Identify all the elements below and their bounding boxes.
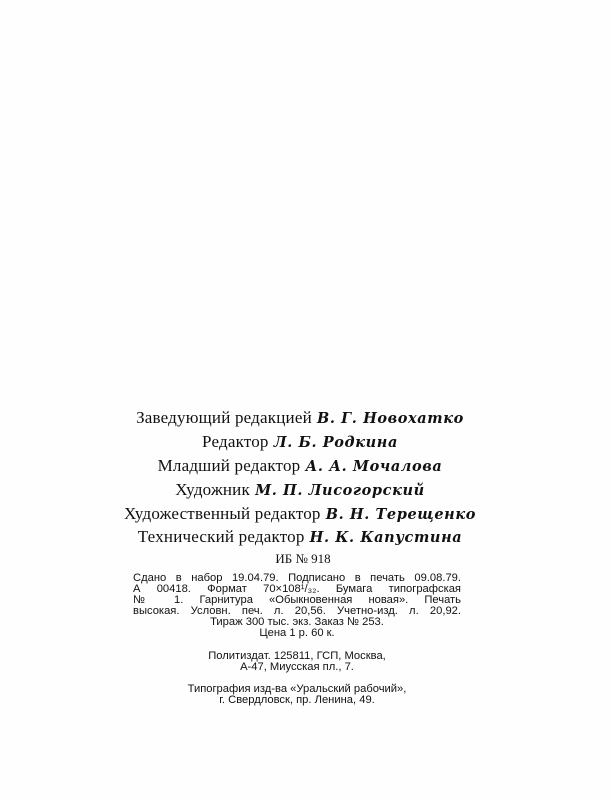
credit-role: Художник — [175, 480, 250, 499]
credit-role: Редактор — [202, 432, 269, 451]
credit-art-editor — [0, 504, 600, 525]
credit-role: Младший редактор — [157, 456, 301, 475]
credit-name: Л. Б. Родкина — [273, 434, 398, 451]
ib-number: ИБ № 918 — [275, 551, 331, 566]
printer-address-line1: Типография изд-ва «Уральский рабочий», — [187, 683, 407, 695]
credit-name: М. П. Лисогорский — [255, 482, 425, 499]
credit-role: Технический редактор — [137, 527, 305, 546]
credit-name: В. Н. Терещенко — [325, 506, 477, 523]
publisher-address-line1: Политиздат. 125811, ГСП, Москва, — [208, 650, 386, 662]
credit-name: Н. К. Капустина — [309, 529, 463, 546]
credit-role: Заведующий редакцией — [136, 408, 312, 427]
credit-name: А. А. Мочалова — [305, 458, 443, 475]
publisher-address-line2: А-47, Миусская пл., 7. — [240, 661, 354, 673]
credit-role: Художественный редактор — [123, 504, 321, 523]
credit-managing-editor — [0, 408, 600, 429]
imprint-line: № 1. Гарнитура «Обыкновенная новая». Печать — [133, 595, 461, 606]
price: Цена 1 р. 60 к. — [259, 627, 335, 639]
print-run: Тираж 300 тыс. экз. Заказ № 253. — [210, 616, 384, 628]
credit-junior-editor — [0, 456, 600, 477]
printer-address-line2: г. Свердловск, пр. Ленина, 49. — [219, 694, 375, 706]
credit-name: В. Г. Новохатко — [317, 410, 464, 427]
credit-technical-editor — [0, 527, 600, 548]
imprint-line: высокая. Условн. печ. л. 20,56. Учетно-изд. л. 20,92. — [133, 606, 461, 617]
credit-artist — [0, 480, 600, 501]
imprint-block — [133, 552, 461, 706]
imprint-line: Сдано в набор 19.04.79. Подписано в печать 09.08.79. — [133, 573, 461, 584]
credit-editor — [0, 432, 600, 453]
imprint-line: А 00418. Формат 70×108¹/₃₂. Бумага типографская — [133, 584, 461, 595]
